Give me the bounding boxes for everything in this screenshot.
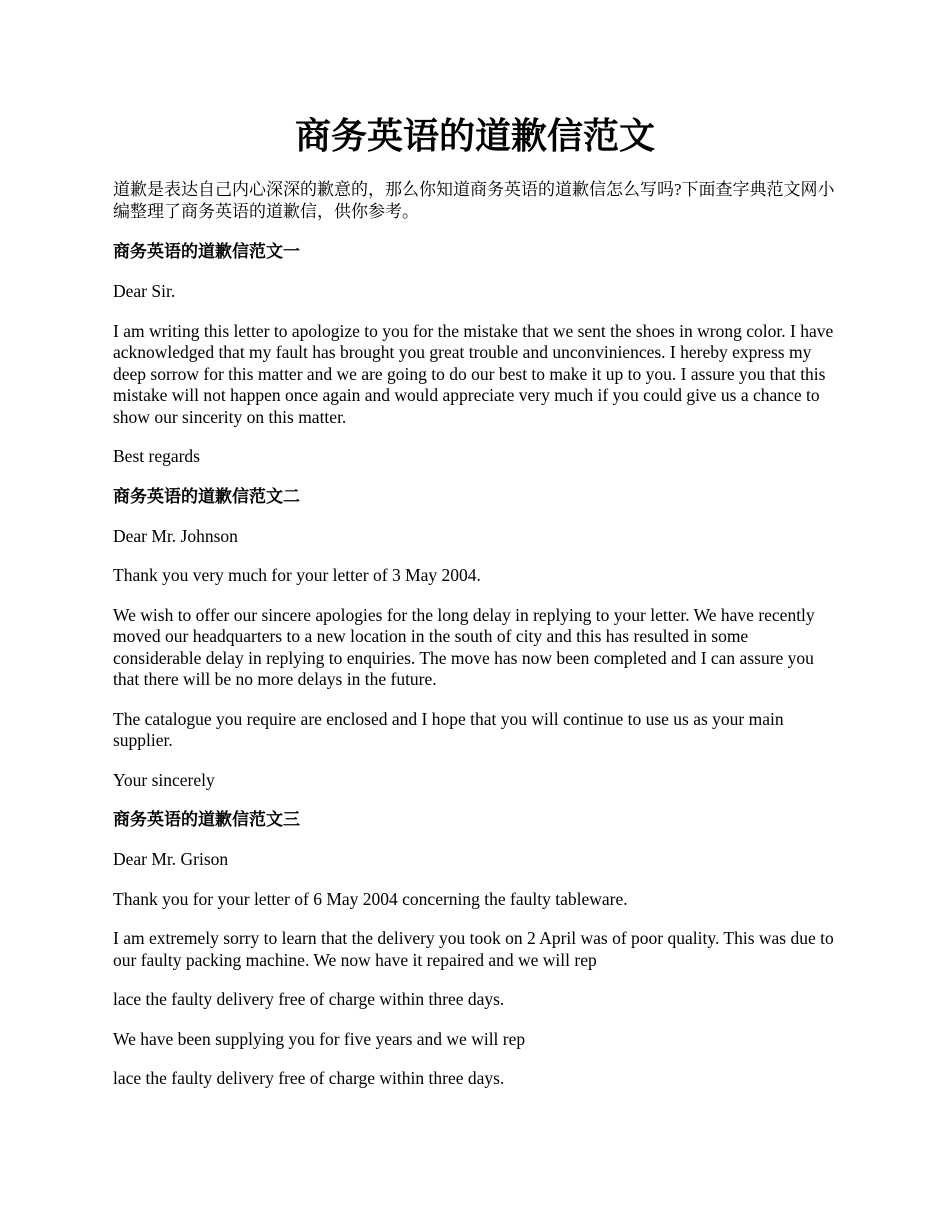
letter2-closing: Your sincerely (113, 769, 215, 790)
letter1-salutation: Dear Sir. (113, 281, 176, 301)
letter1-closing: Best regards (113, 446, 200, 466)
letter1-body: I am writing this letter to apologize to you for the mistake that we sent the shoes in wrong color. I have acknowledged that my fault has brought you great trouble and unconviniences. I hereby express my deep sorrow for this matter and we are going to do our best to make it up to you. I assure you that this mistake will not happen once again and would appreciate very much if you could give us a chance to show our sincerity on this matter. (113, 320, 834, 427)
intro-paragraph: 道歉是表达自己内心深深的歉意的，那么你知道商务英语的道歉信怎么写吗?下面查字典范文网小编整理了商务英语的道歉信，供你参考。 (113, 180, 835, 221)
page-title: 商务英语的道歉信范文 (294, 116, 655, 156)
letter1-heading: 商务英语的道歉信范文一 (113, 242, 300, 261)
letter3-paragraph-3: lace the faulty delivery free of charge within three days. (113, 989, 505, 1009)
letter3-heading: 商务英语的道歉信范文三 (113, 810, 300, 829)
letter3-salutation: Dear Mr. Grison (113, 849, 229, 869)
letter3-paragraph-2: I am extremely sorry to learn that the delivery you took on 2 April was of poor quality. This was due to our faulty packing machine. We now have it repaired and we will rep (113, 928, 834, 970)
letter3-paragraph-4: We have been supplying you for five years and we will rep (113, 1028, 526, 1049)
letter3-paragraph-1: Thank you for your letter of 6 May 2004 concerning the faulty tableware. (113, 888, 628, 909)
letter2-heading: 商务英语的道歉信范文二 (113, 486, 300, 506)
letter3-paragraph-5: lace the faulty delivery free of charge within three days. (113, 1068, 505, 1088)
letter2-paragraph-2: We wish to offer our sincere apologies for the long delay in replying to your letter. We have recently moved our headquarters to a new location in the south of city and this has resulted in some considerable delay in replying to enquiries. The move has now been completed and I can assure you that there will be no more delays in the future. (113, 604, 815, 689)
letter2-paragraph-3: The catalogue you require are enclosed and I hope that you will continue to use us as your main supplier. (113, 708, 784, 750)
letter2-salutation: Dear Mr. Johnson (113, 525, 238, 546)
document-body (113, 179, 837, 1108)
letter2-paragraph-1: Thank you very much for your letter of 3 May 2004. (113, 565, 481, 585)
